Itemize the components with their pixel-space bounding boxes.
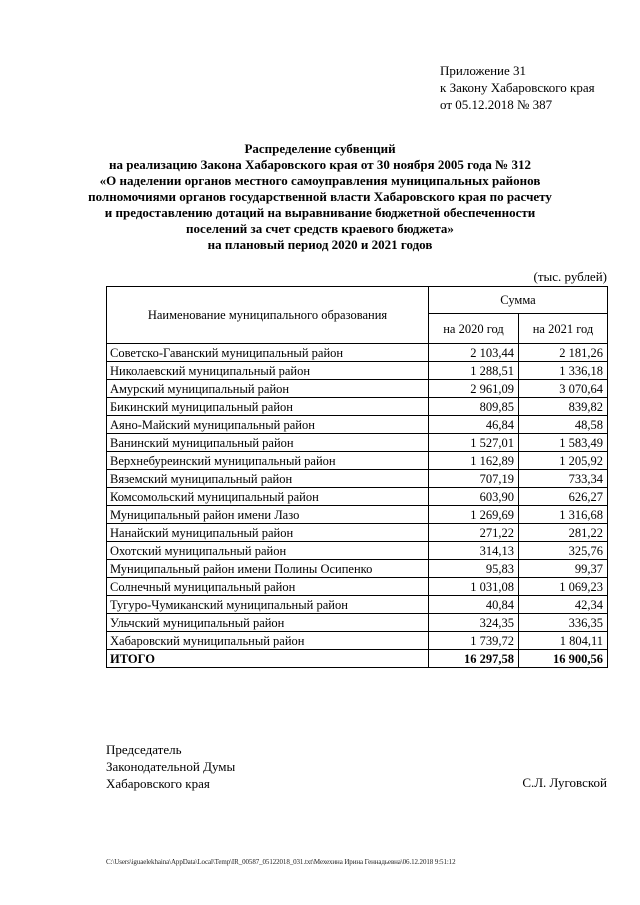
value-2020-cell: 707,19 (429, 470, 519, 488)
title-line-5: и предоставлению дотаций на выравнивание бюджетной обеспеченности (104, 205, 536, 220)
district-name-cell: Николаевский муниципальный район (107, 362, 429, 380)
value-2021-cell: 1 804,11 (519, 632, 608, 650)
value-2020-cell: 314,13 (429, 542, 519, 560)
table-row (107, 632, 608, 650)
table-row (107, 542, 608, 560)
value-2020-cell: 1 288,51 (429, 362, 519, 380)
value-2021-cell: 1 205,92 (519, 452, 608, 470)
value-2021-cell: 1 336,18 (519, 362, 608, 380)
table-row (107, 362, 608, 380)
district-name-cell: Бикинский муниципальный район (107, 398, 429, 416)
total-row (107, 650, 608, 668)
value-2021-cell: 2 181,26 (519, 344, 608, 362)
value-2020-cell: 1 162,89 (429, 452, 519, 470)
value-2020-cell: 16 297,58 (429, 650, 519, 668)
value-2021-cell: 1 583,49 (519, 434, 608, 452)
district-name-cell: Комсомольский муниципальный район (107, 488, 429, 506)
value-2020-cell: 1 031,08 (429, 578, 519, 596)
district-name-cell: Муниципальный район имени Полины Осипенко (107, 560, 429, 578)
district-name-cell: ИТОГО (107, 650, 429, 668)
signature-line-3: Хабаровского края (106, 776, 210, 791)
units-label: (тыс. рублей) (533, 269, 607, 284)
signature-line-2: Законодательной Думы (106, 759, 236, 774)
district-name-cell: Верхнебуреинский муниципальный район (107, 452, 429, 470)
table-row (107, 416, 608, 434)
value-2021-cell: 626,27 (519, 488, 608, 506)
header-sum: Сумма (429, 287, 608, 314)
district-name-cell: Ульчский муниципальный район (107, 614, 429, 632)
title-line-4: полномочиями органов государственной власти Хабаровского края по расчету (88, 189, 552, 204)
value-2020-cell: 2 961,09 (429, 380, 519, 398)
document-title (70, 141, 570, 253)
value-2020-cell: 603,90 (429, 488, 519, 506)
value-2020-cell: 2 103,44 (429, 344, 519, 362)
table-row (107, 380, 608, 398)
district-name-cell: Советско-Гаванский муниципальный район (107, 344, 429, 362)
value-2020-cell: 1 739,72 (429, 632, 519, 650)
value-2020-cell: 95,83 (429, 560, 519, 578)
value-2020-cell: 271,22 (429, 524, 519, 542)
header-name: Наименование муниципального образования (107, 287, 429, 344)
appendix-line-2: к Закону Хабаровского края (440, 80, 595, 95)
table-row (107, 488, 608, 506)
signature-block (106, 741, 235, 792)
value-2021-cell: 1 316,68 (519, 506, 608, 524)
value-2021-cell: 42,34 (519, 596, 608, 614)
title-line-3: «О наделении органов местного самоуправления муниципальных районов (99, 173, 541, 188)
table-body (107, 344, 608, 668)
value-2021-cell: 839,82 (519, 398, 608, 416)
appendix-line-3: от 05.12.2018 № 387 (440, 97, 553, 112)
table-row (107, 614, 608, 632)
appendix-line-1: Приложение 31 (440, 63, 527, 78)
district-name-cell: Муниципальный район имени Лазо (107, 506, 429, 524)
table-row (107, 434, 608, 452)
title-line-6: поселений за счет средств краевого бюджета» (186, 221, 454, 236)
header-2021: на 2021 год (519, 314, 608, 344)
value-2020-cell: 809,85 (429, 398, 519, 416)
value-2021-cell: 48,58 (519, 416, 608, 434)
district-name-cell: Нанайский муниципальный район (107, 524, 429, 542)
table-row (107, 506, 608, 524)
table-row (107, 578, 608, 596)
table-row (107, 398, 608, 416)
district-name-cell: Вяземский муниципальный район (107, 470, 429, 488)
value-2020-cell: 1 269,69 (429, 506, 519, 524)
value-2021-cell: 99,37 (519, 560, 608, 578)
value-2021-cell: 16 900,56 (519, 650, 608, 668)
value-2020-cell: 1 527,01 (429, 434, 519, 452)
appendix-block (440, 62, 595, 113)
value-2020-cell: 40,84 (429, 596, 519, 614)
header-2020: на 2020 год (429, 314, 519, 344)
value-2021-cell: 3 070,64 (519, 380, 608, 398)
value-2021-cell: 336,35 (519, 614, 608, 632)
table-row (107, 470, 608, 488)
table-row (107, 596, 608, 614)
district-name-cell: Тугуро-Чумиканский муниципальный район (107, 596, 429, 614)
table-row (107, 452, 608, 470)
value-2020-cell: 324,35 (429, 614, 519, 632)
district-name-cell: Солнечный муниципальный район (107, 578, 429, 596)
title-line-7: на плановый период 2020 и 2021 годов (207, 237, 433, 252)
value-2021-cell: 325,76 (519, 542, 608, 560)
value-2021-cell: 281,22 (519, 524, 608, 542)
value-2021-cell: 1 069,23 (519, 578, 608, 596)
district-name-cell: Хабаровский муниципальный район (107, 632, 429, 650)
table-row (107, 344, 608, 362)
signer-name: С.Л. Луговской (522, 775, 607, 790)
table-row (107, 560, 608, 578)
title-line-2: на реализацию Закона Хабаровского края от 30 ноября 2005 года № 312 (109, 157, 531, 172)
district-name-cell: Охотский муниципальный район (107, 542, 429, 560)
value-2020-cell: 46,84 (429, 416, 519, 434)
district-name-cell: Ванинский муниципальный район (107, 434, 429, 452)
title-line-1: Распределение субвенций (244, 141, 396, 156)
table-row (107, 524, 608, 542)
file-path-footer: C:\Users\iguaelekhaina\AppData\Local\Temp\IR_00587_05122018_031.txt\Мехехина Ирина Геннадьевна\06.12.2018 9:51:12 (106, 858, 456, 866)
signature-line-1: Председатель (106, 742, 182, 757)
district-name-cell: Аяно-Майский муниципальный район (107, 416, 429, 434)
district-name-cell: Амурский муниципальный район (107, 380, 429, 398)
value-2021-cell: 733,34 (519, 470, 608, 488)
subsidy-table (106, 286, 608, 668)
